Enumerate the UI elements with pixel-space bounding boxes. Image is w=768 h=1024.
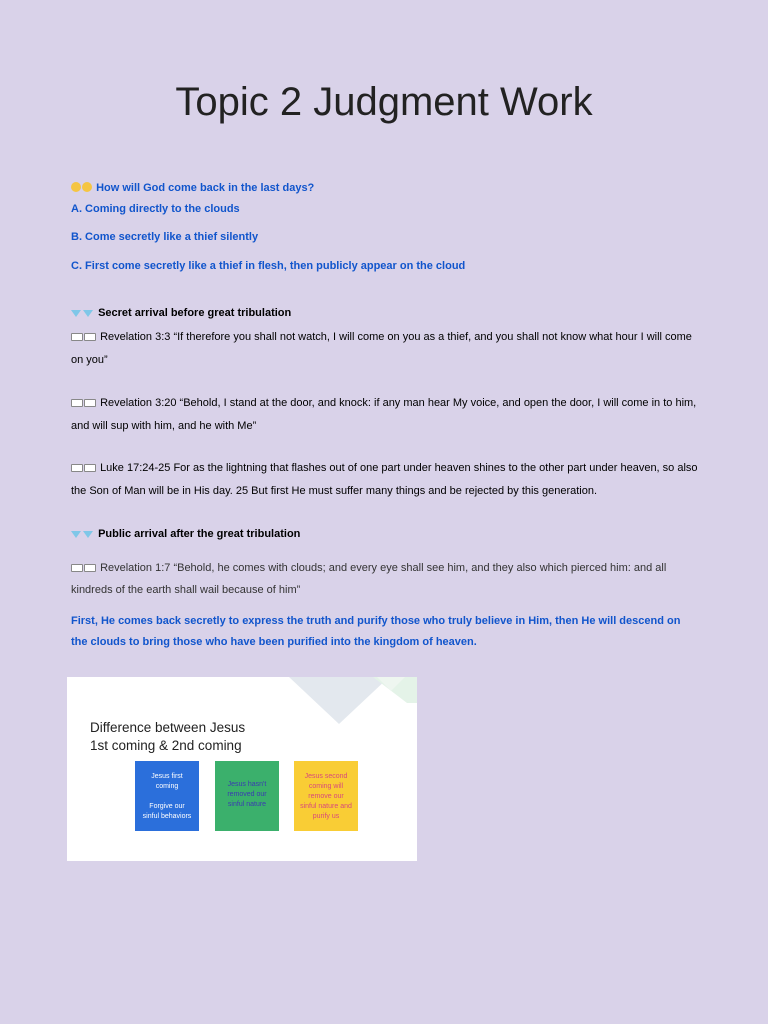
tile-first-coming bbox=[135, 761, 199, 831]
public-verse bbox=[71, 557, 701, 579]
option-c: C. First come secretly like a thief in flesh, then publicly appear on the cloud bbox=[71, 260, 466, 272]
tile-c-line1: Jesus second bbox=[304, 773, 348, 780]
tile-c-line5: purify us bbox=[312, 813, 340, 820]
tile-a-line2: coming bbox=[155, 783, 179, 790]
conclusion-line1: First, He comes back secretly to express the truth and purify those who truly believe in Him, then He will descend on bbox=[71, 615, 681, 627]
option-b: B. Come secretly like a thief silently bbox=[71, 231, 259, 243]
verse-2-line1: Revelation 3:20 “Behold, I stand at the door, and knock: if any man hear My voice, and open the door, I will come in to him, bbox=[100, 397, 697, 409]
tile-b-line1: Jesus hasn't bbox=[227, 781, 267, 788]
page-title: Topic 2 Judgment Work bbox=[175, 80, 593, 124]
verse-1 bbox=[71, 326, 701, 348]
tile-a-line4: sinful behaviors bbox=[142, 813, 192, 820]
gem-icon bbox=[71, 528, 95, 540]
open-book-icon bbox=[71, 562, 97, 574]
open-book-icon bbox=[71, 331, 97, 343]
verse-2-line2: and will sup with him, and he with Me” bbox=[71, 420, 257, 432]
image-heading-line1: Difference between Jesus bbox=[90, 720, 246, 735]
verse-1-line1: Revelation 3:3 “If therefore you shall not watch, I will come on you as a thief, and you shall not know what hour I will come bbox=[100, 331, 692, 343]
public-heading bbox=[71, 523, 701, 545]
open-book-icon bbox=[71, 397, 97, 409]
tile-b-line2: removed our bbox=[227, 791, 267, 798]
tile-b-line3: sinful nature bbox=[227, 801, 267, 808]
verse-3-line2: the Son of Man will be in His day. 25 But first He must suffer many things and be rejected by this generation. bbox=[71, 485, 598, 497]
comparison-image bbox=[67, 677, 417, 861]
question-text: How will God come back in the last days? bbox=[96, 182, 315, 194]
option-a: A. Coming directly to the clouds bbox=[71, 203, 240, 215]
tile-c-line3: remove our bbox=[308, 793, 344, 800]
verse-2 bbox=[71, 392, 701, 414]
image-heading-line2: 1st coming & 2nd coming bbox=[90, 738, 242, 753]
public-verse-line2: kindreds of the earth shall wail because of him” bbox=[71, 584, 301, 596]
open-book-icon bbox=[71, 462, 97, 474]
secret-heading bbox=[71, 302, 701, 324]
thinking-face-icon bbox=[71, 182, 93, 194]
conclusion-line2: the clouds to bring those who have been purified into the kingdom of heaven. bbox=[71, 636, 477, 648]
question bbox=[71, 177, 701, 199]
image-heading bbox=[90, 719, 310, 755]
tile-not-removed bbox=[215, 761, 279, 831]
tile-c-line4: sinful nature and bbox=[300, 803, 352, 810]
gem-icon bbox=[71, 307, 95, 319]
verse-3 bbox=[71, 457, 701, 479]
verse-1-line2: on you” bbox=[71, 354, 108, 366]
public-verse-line1: Revelation 1:7 “Behold, he comes with clouds; and every eye shall see him, and they also which pierced him: and all bbox=[100, 562, 667, 574]
verse-3-line1: Luke 17:24-25 For as the lightning that flashes out of one part under heaven shines to the other part under heaven, so also bbox=[100, 462, 698, 474]
tile-second-coming bbox=[294, 761, 358, 831]
tile-a-line3: Forgive our bbox=[149, 803, 185, 810]
public-heading-text: Public arrival after the great tribulation bbox=[98, 528, 301, 540]
secret-heading-text: Secret arrival before great tribulation bbox=[98, 307, 292, 319]
tile-a-line1: Jesus first bbox=[151, 773, 183, 780]
tile-c-line2: coming will bbox=[308, 783, 344, 790]
